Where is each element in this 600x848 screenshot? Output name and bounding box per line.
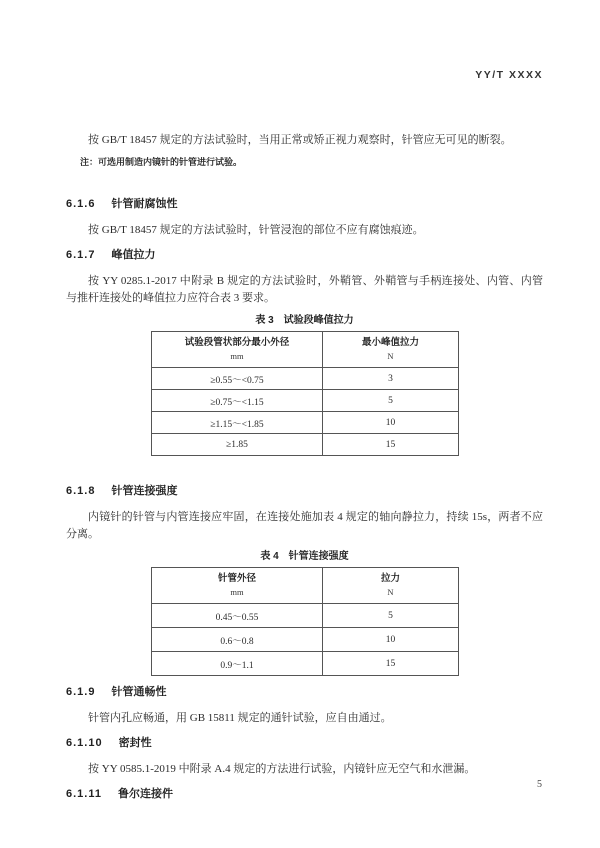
table-cell: ≥0.55～<0.75 bbox=[151, 368, 323, 390]
table-cell: ≥0.75～<1.15 bbox=[151, 390, 323, 412]
table4-connection-strength bbox=[151, 567, 459, 676]
table-cell: 0.45～0.55 bbox=[151, 604, 323, 628]
section-title: 针管耐腐蚀性 bbox=[111, 198, 178, 210]
section-paragraph-6-1-9: 针管内孔应畅通，用 GB 15811 规定的通针试验，应自由通过。 bbox=[88, 712, 392, 724]
table-header-row bbox=[151, 568, 458, 604]
section-paragraph-6-1-10: 按 YY 0585.1-2019 中附录 A.4 规定的方法进行试验，内镜针应无空气和水泄漏。 bbox=[88, 763, 476, 775]
table-row bbox=[151, 628, 458, 652]
table-row bbox=[151, 652, 458, 676]
section-paragraph-6-1-7: 按 YY 0285.1-2017 中附录 B 规定的方法试验时，外鞘管、外鞘管与手柄连接处、内管、内管与推杆连接处的峰值拉力应符合表 3 要求。 bbox=[66, 275, 543, 304]
section-heading-6-1-10 bbox=[66, 736, 543, 751]
section-heading-6-1-9 bbox=[66, 685, 543, 700]
table-row bbox=[151, 604, 458, 628]
section-number: 6.1.7 bbox=[66, 249, 96, 261]
section-heading-6-1-7 bbox=[66, 248, 543, 263]
section-heading-6-1-6 bbox=[66, 197, 543, 212]
section-title: 针管连接强度 bbox=[111, 485, 178, 497]
table-row bbox=[151, 434, 458, 456]
table-cell: 0.6～0.8 bbox=[151, 628, 323, 652]
section-number: 6.1.8 bbox=[66, 485, 96, 497]
table-cell: 0.9～1.1 bbox=[151, 652, 323, 676]
section-title: 针管通畅性 bbox=[111, 686, 167, 698]
intro-note: 注：可选用制造内镜针的针管进行试验。 bbox=[80, 157, 243, 167]
table-cell: 10 bbox=[323, 628, 458, 652]
page-content bbox=[66, 132, 543, 802]
table-cell: 15 bbox=[323, 434, 458, 456]
table-cell: 5 bbox=[323, 390, 458, 412]
section-title: 峰值拉力 bbox=[111, 249, 156, 261]
table-cell: ≥1.85 bbox=[151, 434, 323, 456]
section-number: 6.1.6 bbox=[66, 198, 96, 210]
table3-peak-tension bbox=[151, 331, 459, 456]
table4-col1-header bbox=[151, 568, 323, 604]
document-code-header: YY/T XXXX bbox=[475, 69, 543, 81]
table-header-row bbox=[151, 332, 458, 368]
table-cell: 15 bbox=[323, 652, 458, 676]
column-label: 最小峰值拉力 bbox=[361, 337, 419, 348]
section-title: 密封性 bbox=[118, 737, 152, 749]
table-cell: 3 bbox=[323, 368, 458, 390]
column-unit: N bbox=[387, 351, 394, 361]
table-cell: 10 bbox=[323, 412, 458, 434]
section-heading-6-1-11 bbox=[66, 787, 543, 802]
column-unit: N bbox=[387, 587, 394, 597]
section-paragraph-6-1-8: 内镜针的针管与内管连接应牢固，在连接处施加表 4 规定的轴向静拉力，持续 15s，两者不应分离。 bbox=[66, 511, 543, 540]
table-cell: ≥1.15～<1.85 bbox=[151, 412, 323, 434]
column-unit: mm bbox=[230, 587, 244, 597]
table-row bbox=[151, 390, 458, 412]
section-number: 6.1.10 bbox=[66, 737, 103, 749]
column-label: 拉力 bbox=[380, 573, 400, 584]
column-label: 试验段管状部分最小外径 bbox=[184, 337, 290, 348]
page-number: 5 bbox=[537, 779, 542, 790]
table-cell: 5 bbox=[323, 604, 458, 628]
table4-col2-header bbox=[323, 568, 458, 604]
section-paragraph-6-1-6: 按 GB/T 18457 规定的方法试验时，针管浸泡的部位不应有腐蚀痕迹。 bbox=[88, 224, 424, 236]
section-number: 6.1.9 bbox=[66, 686, 96, 698]
table-row bbox=[151, 412, 458, 434]
section-heading-6-1-8 bbox=[66, 484, 543, 499]
table3-caption: 表 3 试验段峰值拉力 bbox=[255, 315, 354, 326]
section-title: 鲁尔连接件 bbox=[118, 788, 174, 800]
column-label: 针管外径 bbox=[217, 573, 256, 584]
table3-col2-header bbox=[323, 332, 458, 368]
table4-caption: 表 4 针管连接强度 bbox=[260, 551, 349, 562]
intro-paragraph: 按 GB/T 18457 规定的方法试验时，当用正常或矫正视力观察时，针管应无可见的断裂。 bbox=[88, 134, 512, 146]
column-unit: mm bbox=[230, 351, 244, 361]
table-row bbox=[151, 368, 458, 390]
table3-col1-header bbox=[151, 332, 323, 368]
section-number: 6.1.11 bbox=[66, 788, 102, 800]
